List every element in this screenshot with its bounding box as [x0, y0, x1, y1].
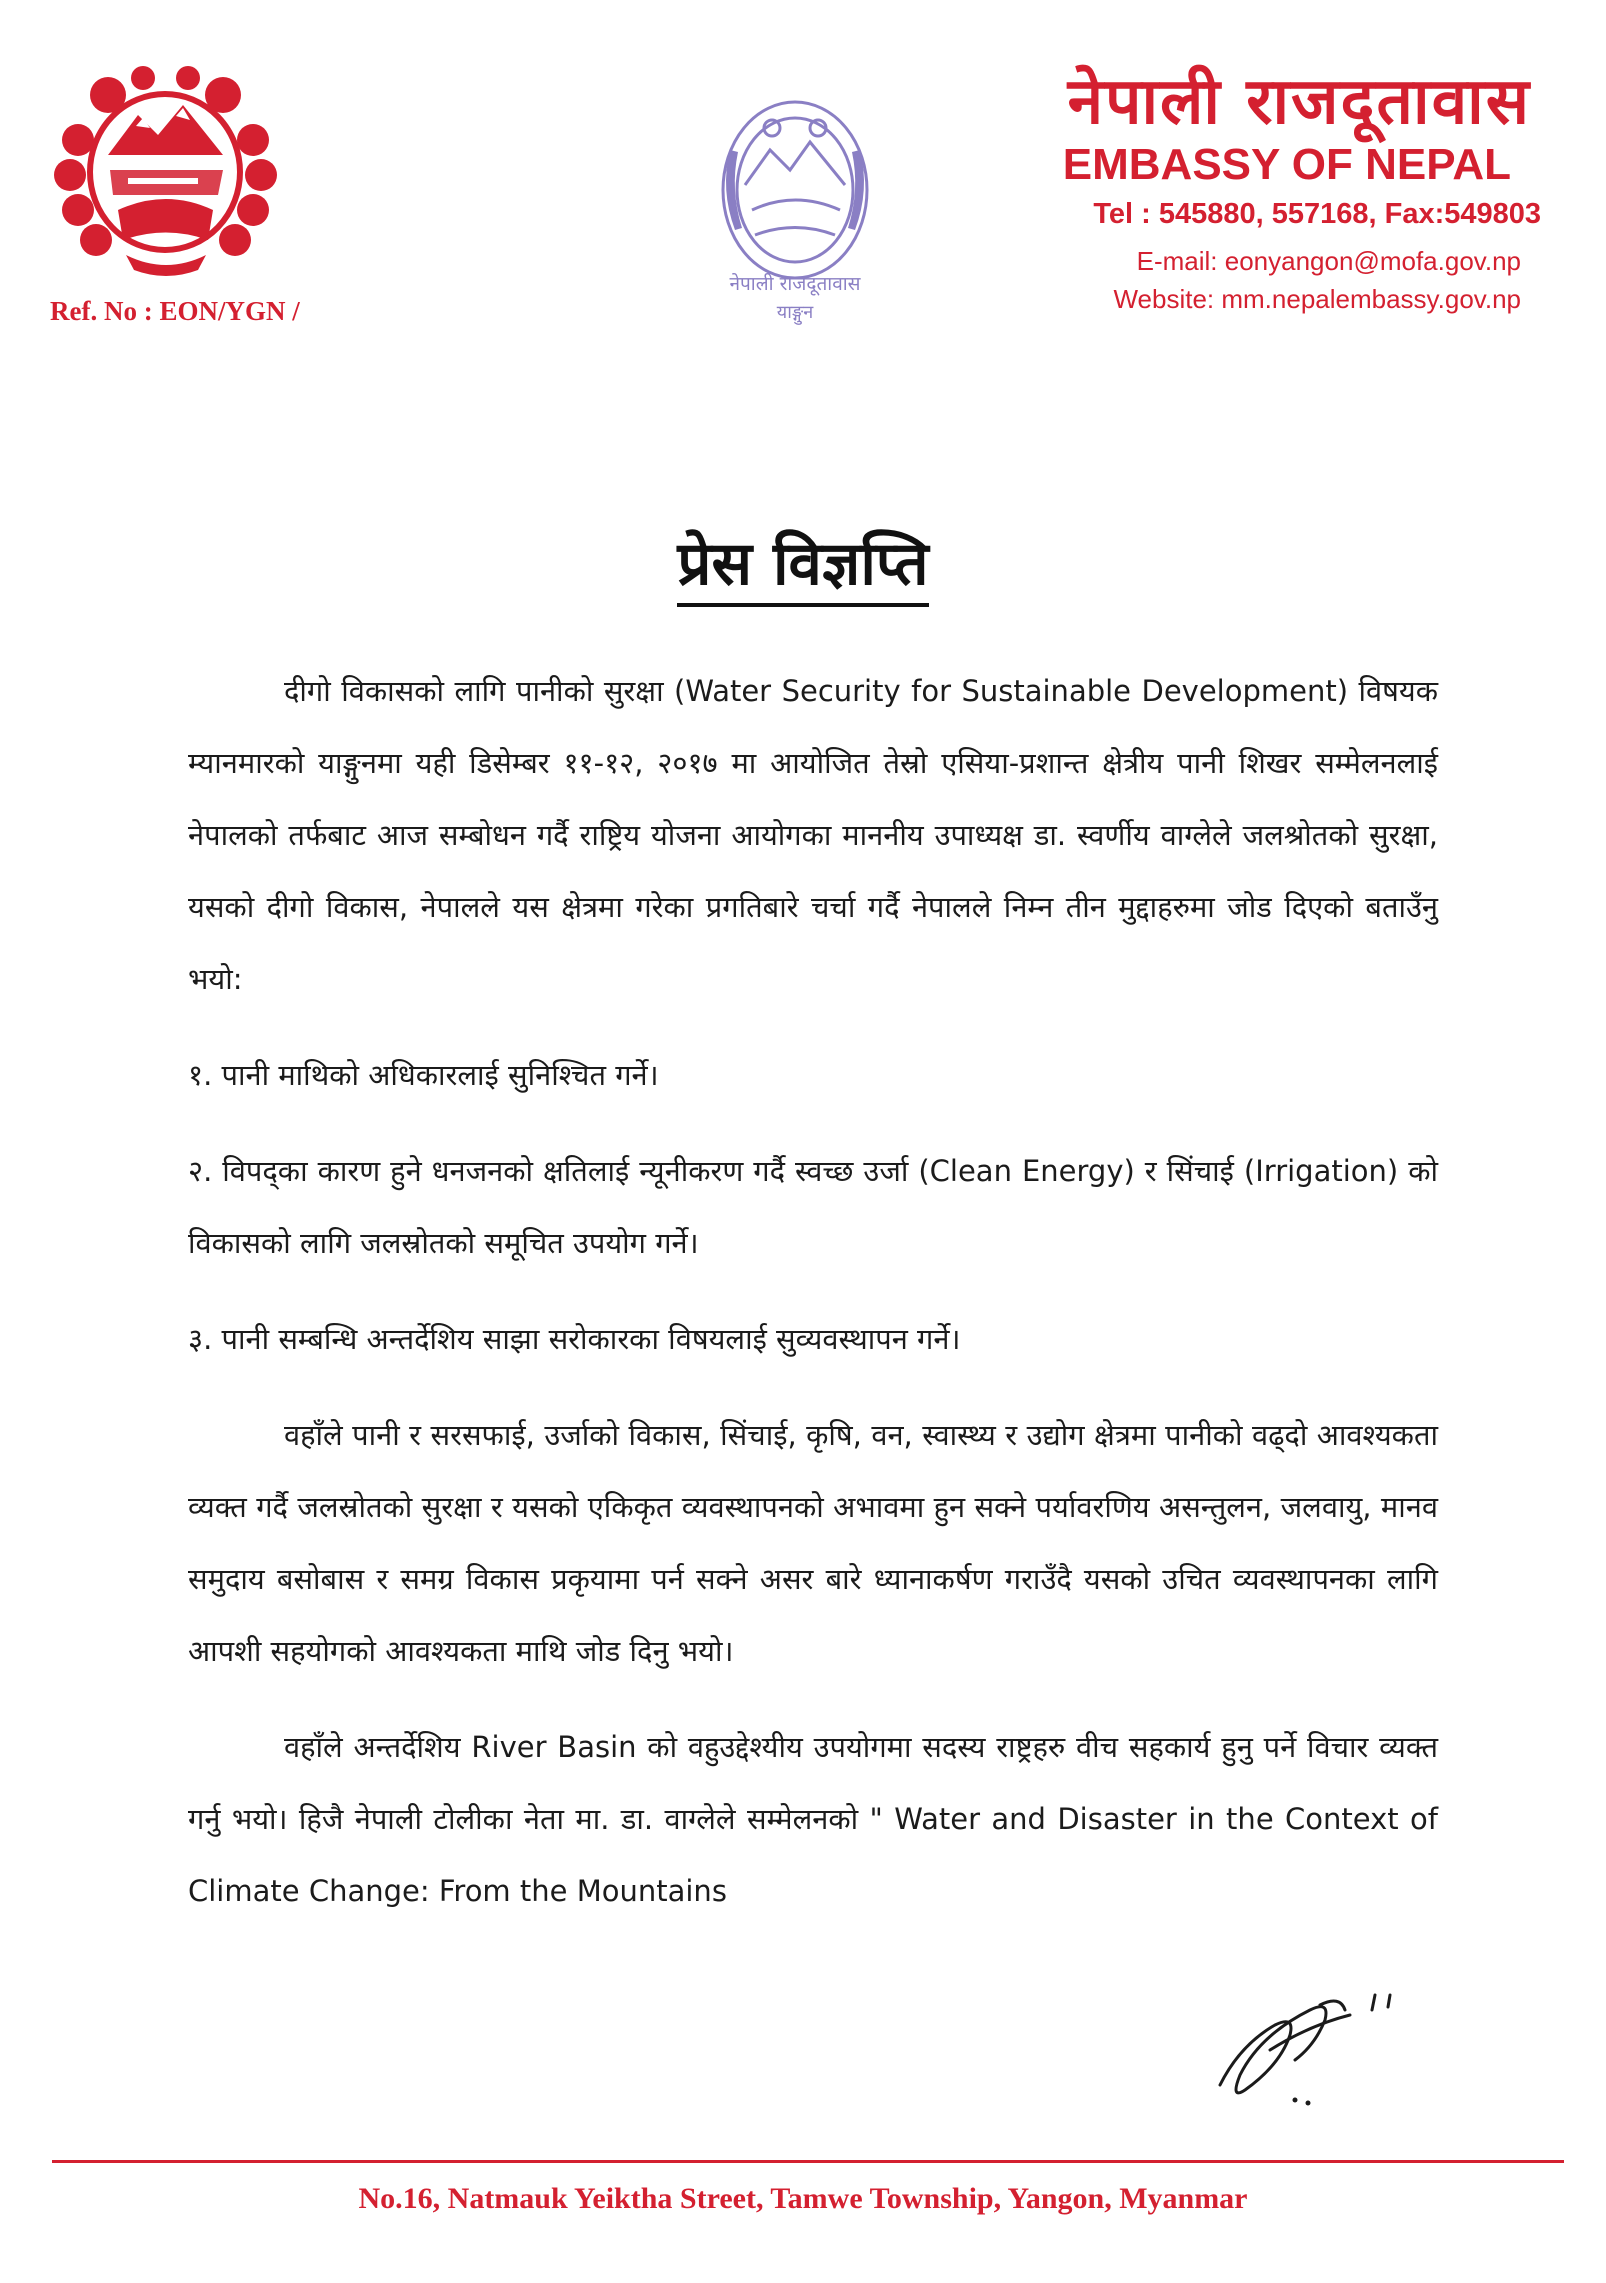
embassy-stamp-icon: [690, 90, 900, 330]
list-item-2: २. विपद्का कारण हुने धनजनको क्षतिलाई न्यूनीकरण गर्दै स्वच्छ उर्जा (Clean Energy) र सिंचाई (Irrigation) को विकासको लागि जलस्रोतको समूचित उपयोग गर्ने।: [188, 1154, 1438, 1260]
embassy-name-nepali: नेपाली राजदूतावास: [1067, 65, 1531, 139]
stamp-text-bottom: याङ्गुन: [776, 302, 814, 323]
embassy-address: No.16, Natmauk Yeiktha Street, Tamwe Township, Yangon, Myanmar: [358, 2182, 1248, 2215]
document-title-wrapper: [0, 520, 1606, 602]
list-item-3: ३. पानी सम्बन्धि अन्तर्देशिय साझा सरोकारका विषयलाई सुव्यवस्थापन गर्ने।: [188, 1322, 961, 1356]
footer-divider: [52, 2160, 1564, 2163]
paragraph-third: वहाँले अन्तर्देशिय River Basin को वहुउद्देश्यीय उपयोगमा सदस्य राष्ट्रहरु वीच सहकार्य हुनु पर्ने विचार व्यक्त गर्नु भयो। हिजै नेपाली टोलीका नेता मा. डा. वाग्लेले सम्मेलनको " Water and Disaster in the Context of Climate Change: From the Mountains: [188, 1730, 1438, 1908]
stamp-text-top: नेपाली राजदूतावास: [729, 273, 861, 295]
handwritten-signature: [1200, 1965, 1410, 2115]
document-title: प्रेस विज्ञप्ति: [677, 529, 928, 607]
embassy-email: E-mail: eonyangon@mofa.gov.np: [1136, 246, 1521, 276]
press-release-body: [188, 655, 1438, 1951]
reference-number: Ref. No : EON/YGN /: [50, 296, 300, 326]
nepal-emblem-icon: [48, 60, 283, 285]
embassy-name-english: EMBASSY OF NEPAL: [1062, 140, 1511, 189]
embassy-telephone: Tel : 545880, 557168, Fax:549803: [1093, 198, 1541, 230]
paragraph-intro: दीगो विकासको लागि पानीको सुरक्षा (Water Security for Sustainable Development) विषयक म्यानमारको याङ्गुनमा यही डिसेम्बर ११-१२, २०१७ मा आयोजित तेस्रो एसिया-प्रशान्त क्षेत्रीय पानी शिखर सम्मेलनलाई नेपालको तर्फबाट आज सम्बोधन गर्दै राष्ट्रिय योजना आयोगका माननीय उपाध्यक्ष डा. स्वर्णीय वाग्लेले जलश्रोतको सुरक्षा, यसको दीगो विकास, नेपालले यस क्षेत्रमा गरेका प्रगतिबारे चर्चा गर्दै नेपालले निम्न तीन मुद्दाहरुमा जोड दिएको बताउँनु भयो:: [188, 674, 1438, 996]
list-item-1: १. पानी माथिको अधिकारलाई सुनिश्चित गर्ने।: [188, 1058, 659, 1092]
paragraph-second: वहाँले पानी र सरसफाई, उर्जाको विकास, सिंचाई, कृषि, वन, स्वास्थ्य र उद्योग क्षेत्रमा पानीको वढ्दो आवश्यकता व्यक्त गर्दै जलस्रोतको सुरक्षा र यसको एकिकृत व्यवस्थापनको अभावमा हुन सक्ने पर्यावरणिय असन्तुलन, जलवायु, मानव समुदाय बसोबास र समग्र विकास प्रकृयामा पर्न सक्ने असर बारे ध्यानाकर्षण गराउँदै यसको उचित व्यवस्थापनका लागि आपशी सहयोगको आवश्यकता माथि जोड दिनु भयो।: [188, 1418, 1438, 1668]
embassy-website: Website: mm.nepalembassy.gov.np: [1113, 284, 1521, 314]
